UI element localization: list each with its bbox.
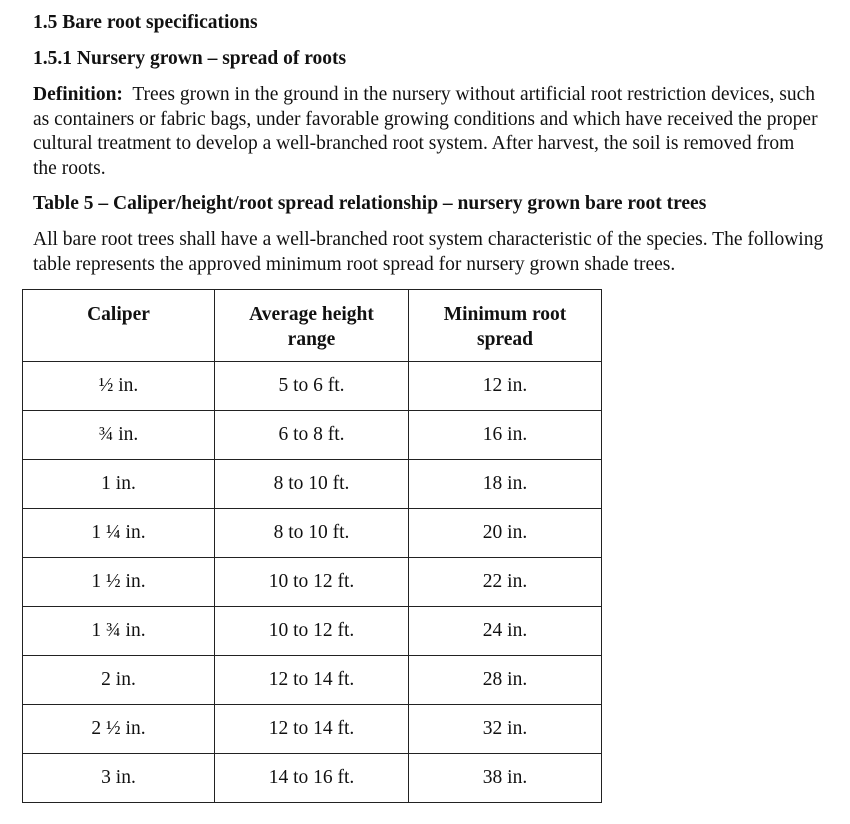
table-row	[23, 754, 602, 803]
table-row	[23, 558, 602, 607]
cell-caliper: 2 ½ in.	[23, 705, 215, 754]
header-caliper: Caliper	[23, 290, 215, 362]
cell-height-range: 10 to 12 ft.	[215, 558, 409, 607]
section-heading: 1.5 Bare root specifications	[33, 12, 258, 33]
table-row	[23, 460, 602, 509]
header-minimum-root-spread	[409, 290, 602, 362]
cell-height-range: 6 to 8 ft.	[215, 411, 409, 460]
cell-caliper: ½ in.	[23, 362, 215, 411]
cell-root-spread: 20 in.	[409, 509, 602, 558]
definition-paragraph	[33, 83, 823, 181]
cell-height-range: 12 to 14 ft.	[215, 656, 409, 705]
cell-caliper: ¾ in.	[23, 411, 215, 460]
cell-height-range: 5 to 6 ft.	[215, 362, 409, 411]
cell-caliper: 2 in.	[23, 656, 215, 705]
cell-height-range: 8 to 10 ft.	[215, 509, 409, 558]
table-row	[23, 656, 602, 705]
cell-caliper: 1 in.	[23, 460, 215, 509]
table-body	[23, 362, 602, 803]
cell-root-spread: 18 in.	[409, 460, 602, 509]
table-row	[23, 607, 602, 656]
table-row	[23, 362, 602, 411]
cell-root-spread: 38 in.	[409, 754, 602, 803]
definition-text: Trees grown in the ground in the nursery without artificial root restriction devices, such as containers or fabric bags, under favorable growing conditions and which have received the proper cultural treatment to develop a well-branched root system. After harvest, the soil is removed from the roots.	[33, 84, 818, 179]
definition-label: Definition:	[33, 84, 123, 105]
header-average-height-label: Average height range	[249, 304, 374, 350]
cell-height-range: 10 to 12 ft.	[215, 607, 409, 656]
cell-root-spread: 22 in.	[409, 558, 602, 607]
table-row	[23, 411, 602, 460]
header-average-height	[215, 290, 409, 362]
cell-caliper: 1 ¾ in.	[23, 607, 215, 656]
cell-height-range: 12 to 14 ft.	[215, 705, 409, 754]
intro-paragraph: All bare root trees shall have a well-branched root system characteristic of the species. The following table represents the approved minimum root spread for nursery grown shade trees.	[33, 229, 824, 275]
table-caption: Table 5 – Caliper/height/root spread relationship – nursery grown bare root trees	[33, 193, 707, 214]
header-minimum-root-spread-label: Minimum root spread	[443, 304, 567, 350]
header-row	[23, 290, 602, 362]
cell-root-spread: 32 in.	[409, 705, 602, 754]
cell-caliper: 3 in.	[23, 754, 215, 803]
cell-root-spread: 12 in.	[409, 362, 602, 411]
cell-root-spread: 24 in.	[409, 607, 602, 656]
table-row	[23, 509, 602, 558]
cell-root-spread: 28 in.	[409, 656, 602, 705]
cell-height-range: 8 to 10 ft.	[215, 460, 409, 509]
cell-height-range: 14 to 16 ft.	[215, 754, 409, 803]
cell-caliper: 1 ½ in.	[23, 558, 215, 607]
root-spread-table	[22, 289, 602, 803]
subsection-heading: 1.5.1 Nursery grown – spread of roots	[33, 48, 347, 69]
table-row	[23, 705, 602, 754]
cell-root-spread: 16 in.	[409, 411, 602, 460]
cell-caliper: 1 ¼ in.	[23, 509, 215, 558]
table-header	[23, 290, 602, 362]
